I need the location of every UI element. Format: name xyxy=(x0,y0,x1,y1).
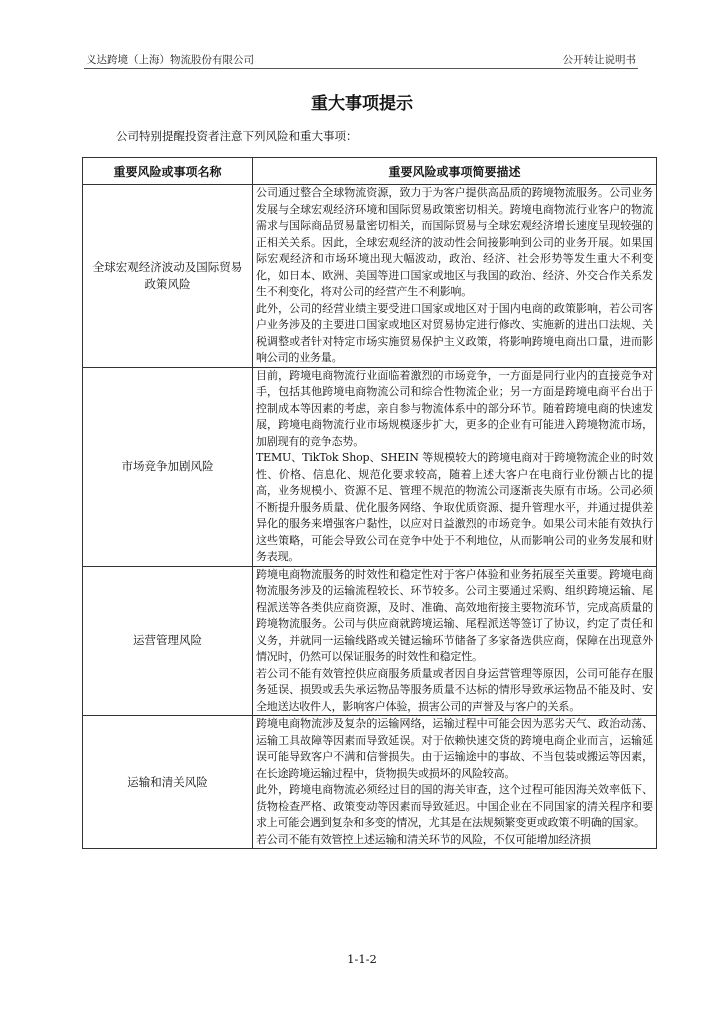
description-paragraph: 此外，公司的经营业绩主要受进口国家或地区对于国内电商的政策影响，若公司客户业务涉及的主要进口国家或地区对贸易协定进行修改、实施新的进出口法规、关税调整或者针对特定市场实施贸易保护主义政策，将影响跨境电商出口量，进而影响公司的业务量。 xyxy=(256,301,653,364)
description-paragraph: TEMU、TikTok Shop、SHEIN 等规模较大的跨境电商对于跨境物流企业的时效性、价格、信息化、规范化要求较高，随着上述大客户在电商行业份额占比的提高，业务规模小、资源不足、管理不规范的物流公司逐渐丧失原有市场。公司必须不断提升服务质量、优化服务网络、争取优质资源、提升管理水平，并通过提供差异化的服务来增强客户黏性，以应对日益激烈的市场竞争。如果公司未能有效执行这些策略，可能会导致公司在竞争中处于不利地位，从而影响公司的业务发展和财务表现。 xyxy=(256,451,653,563)
table-row xyxy=(83,367,657,566)
header-document-type: 公开转让说明书 xyxy=(562,54,636,66)
header-company-name: 义达跨境（上海）物流股份有限公司 xyxy=(86,54,254,66)
description-paragraph: 若公司不能有效管控上述运输和清关环节的风险，不仅可能增加经济损 xyxy=(256,832,591,846)
description-paragraph: 若公司不能有效管控供应商服务质量或者因自身运营管理等原因，公司可能存在服务延误、损毁或丢失承运物品等服务质量不达标的情形导致承运物品不能及时、安全地送达收件人，影响客户体验，损害公司的声誉及与客户的关系。 xyxy=(256,666,653,713)
intro-text: 公司特别提醒投资者注意下列风险和重大事项： xyxy=(116,129,358,143)
risk-description-cell xyxy=(253,716,657,849)
risk-description-cell xyxy=(253,566,657,716)
table-row xyxy=(83,566,657,716)
table-row xyxy=(83,185,657,368)
description-paragraph: 公司通过整合全球物流资源，致力于为客户提供高品质的跨境物流服务。公司业务发展与全球宏观经济环境和国际贸易政策密切相关。跨境电商物流行业客户的物流需求与国际商品贸易量密切相关，而国际贸易与全球宏观经济增长速度呈现较强的正相关关系。因此，全球宏观经济的波动性会间接影响到公司的业务开展。如果国际宏观经济和市场环境出现大幅波动，政治、经济、社会形势等发生重大不利变化，如日本、欧洲、美国等进口国家或地区与我国的政治、经济、外交合作关系发生不利变化，将对公司的经营产生不利影响。 xyxy=(256,186,653,298)
description-paragraph: 跨境电商物流服务的时效性和稳定性对于客户体验和业务拓展至关重要。跨境电商物流服务涉及的运输流程较长、环节较多。公司主要通过采购、组织跨境运输、尾程派送等各类供应商资源，及时、准确、高效地衔接主要物流环节，完成高质量的跨境物流服务。公司与供应商就跨境运输、尾程派送等签订了协议，约定了责任和义务，并就同一运输线路或关键运输环节储备了多家备选供应商，保障在出现意外情况时，仍然可以保证服务的时效性和稳定性。 xyxy=(256,567,653,663)
description-paragraph: 目前，跨境电商物流行业面临着激烈的市场竞争，一方面是同行业内的直接竞争对手，包括其他跨境电商物流公司和综合性物流企业；另一方面是跨境电商平台出于控制成本等因素的考虑，亲自参与物流体系中的部分环节。随着跨境电商的快速发展，跨境电商物流行业市场规模逐步扩大，更多的企业有可能进入跨境物流市场，加剧现有的竞争态势。 xyxy=(256,368,653,448)
risk-table xyxy=(82,157,657,849)
risk-name-cell: 运输和清关风险 xyxy=(83,716,253,849)
col-header-risk-name: 重要风险或事项名称 xyxy=(83,158,253,185)
header-divider xyxy=(84,68,638,69)
page-number: 1-1-2 xyxy=(347,952,377,966)
table-header-row xyxy=(83,158,657,185)
risk-description-cell xyxy=(253,185,657,368)
description-paragraph: 此外，跨境电商物流必须经过目的国的海关审查，这个过程可能因海关效率低下、货物检查严格、政策变动等因素而导致延迟。中国企业在不同国家的清关程序和要求上可能会遇到复杂和多变的情况，尤其是在法规频繁变更或政策不明确的国家。 xyxy=(256,783,653,829)
page-title: 重大事项提示 xyxy=(311,94,413,114)
description-paragraph: 跨境电商物流涉及复杂的运输网络，运输过程中可能会因为恶劣天气、政治动荡、运输工具故障等因素而导致延误。对于依赖快速交货的跨境电商企业而言，运输延误可能导致客户不满和信誉损失。由于运输途中的事故、不当包装或搬运等因素，在长途跨境运输过程中，货物损失或损坏的风险较高。 xyxy=(256,717,653,780)
risk-description-cell xyxy=(253,367,657,566)
risk-name-cell: 市场竞争加剧风险 xyxy=(83,367,253,566)
col-header-risk-description: 重要风险或事项简要描述 xyxy=(253,158,657,185)
risk-name-cell: 运营管理风险 xyxy=(83,566,253,716)
table-row xyxy=(83,716,657,849)
risk-name-cell: 全球宏观经济波动及国际贸易政策风险 xyxy=(83,185,253,368)
